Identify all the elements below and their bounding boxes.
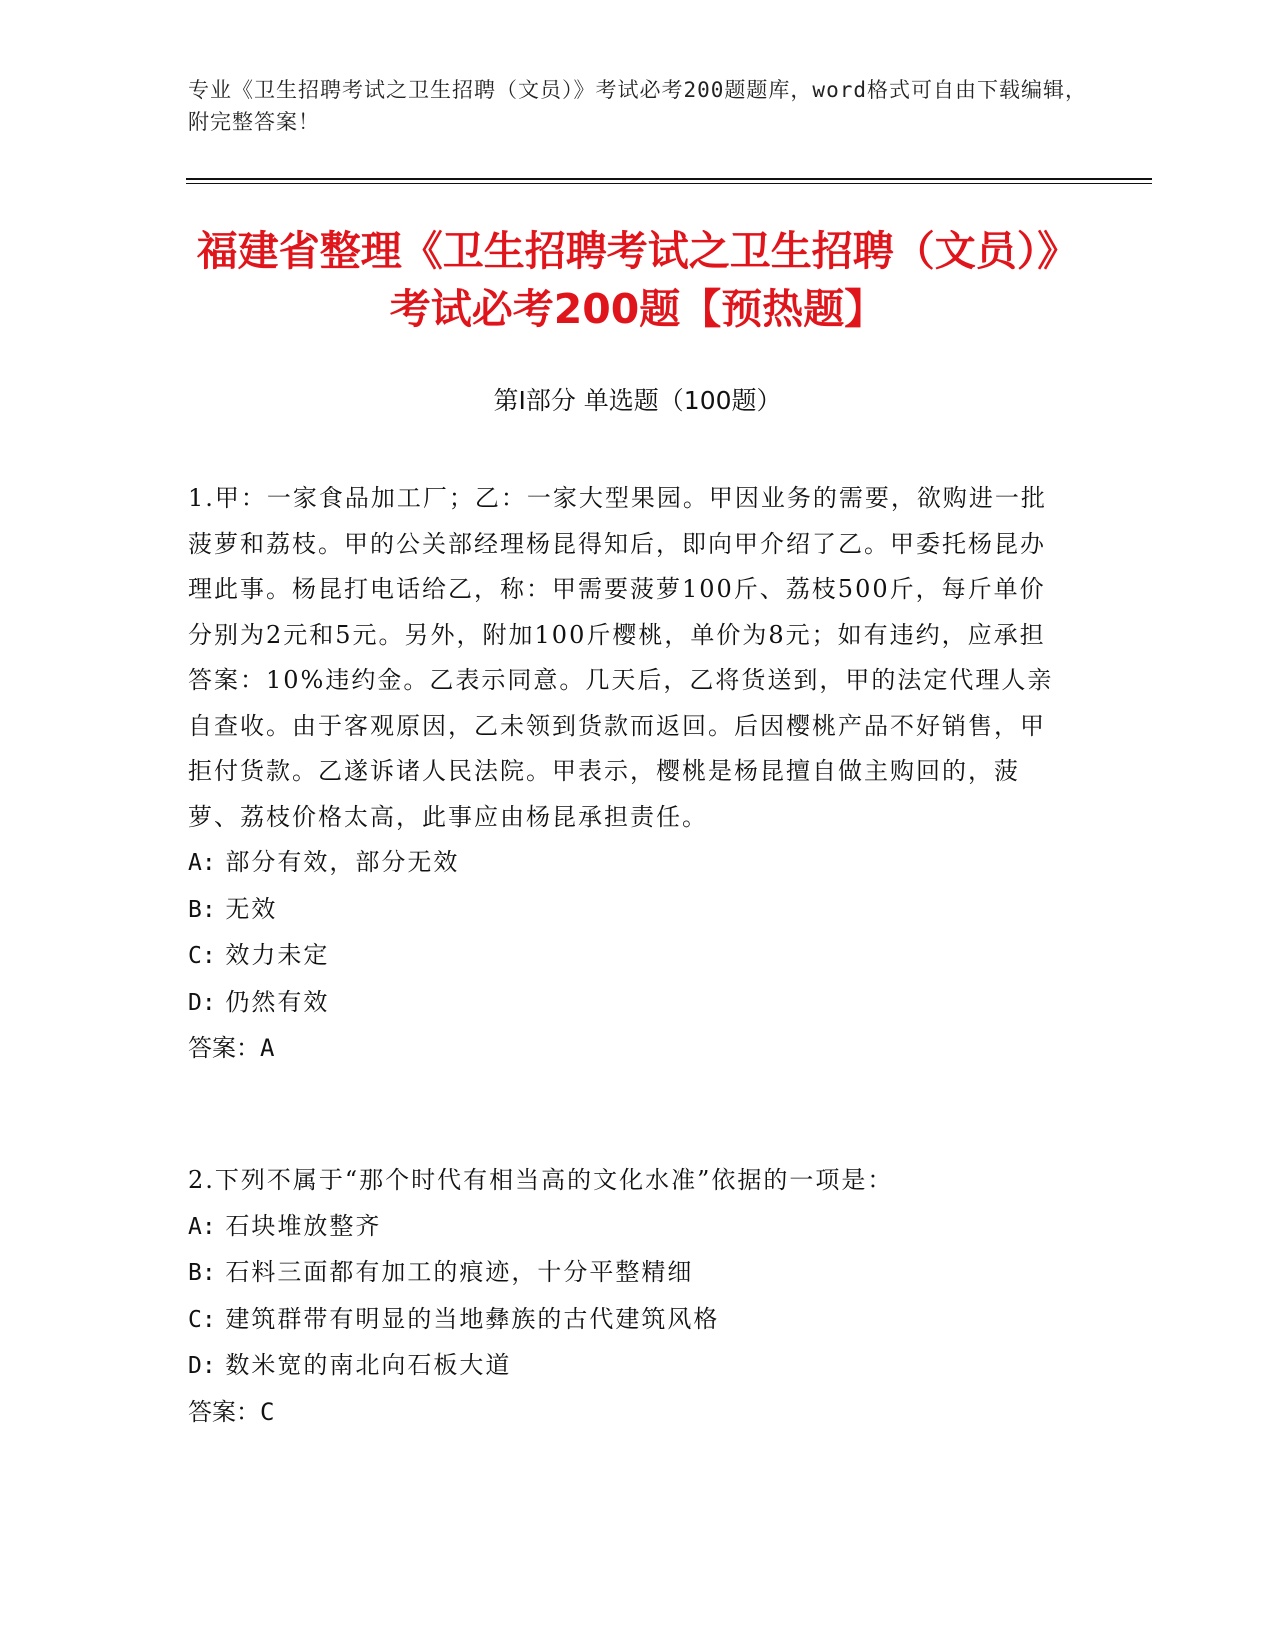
option-text: 仍然有效 <box>225 987 330 1016</box>
question-1 <box>188 476 1068 1072</box>
option-c <box>188 933 1068 980</box>
option-a <box>188 840 1068 887</box>
option-text: 部分有效，部分无效 <box>225 848 460 876</box>
option-d <box>188 980 1068 1027</box>
header-divider-thin <box>186 183 1152 184</box>
header-note: 专业《卫生招聘考试之卫生招聘（文员）》考试必考200题题库，word格式可自由下载编辑，附完整答案！ <box>188 78 1087 134</box>
option-letter: D: <box>188 989 216 1016</box>
option-letter: B: <box>188 1260 216 1286</box>
answer-value: A <box>260 1034 275 1062</box>
question-2 <box>188 1158 1068 1435</box>
option-letter: D: <box>188 1353 216 1379</box>
section-title: 第Ⅰ部分 单选题（100题） <box>493 386 782 415</box>
option-text: 效力未定 <box>225 941 330 969</box>
answer <box>188 1026 1068 1072</box>
option-letter: A: <box>188 850 216 876</box>
option-text: 石料三面都有加工的痕迹，十分平整精细 <box>225 1258 694 1286</box>
document-title: 福建省整理《卫生招聘考试之卫生招聘（文员）》考试必考200题【预热题】 <box>196 227 1079 333</box>
option-letter: C: <box>188 943 216 969</box>
answer-label: 答案： <box>188 1034 260 1062</box>
header-divider-thick <box>186 178 1152 180</box>
answer-label: 答案： <box>188 1397 260 1426</box>
question-stem: 1.甲：一家食品加工厂；乙：一家大型果园。甲因业务的需要，欲购进一批菠萝和荔枝。甲的公关部经理杨昆得知后，即向甲介绍了乙。甲委托杨昆办理此事。杨昆打电话给乙，称：甲需要菠萝100斤、荔枝500斤，每斤单价分别为2元和5元。另外，附加100斤樱桃，单价为8元；如有违约，应承担答案：10%违约金。乙表示同意。几天后，乙将货送到，甲的法定代理人亲自查收。由于客观原因，乙未领到货款而返回。后因樱桃产品不好销售，甲拒付货款。乙遂诉诸人民法院。甲表示，樱桃是杨昆擅自做主购回的，菠萝、荔枝价格太高，此事应由杨昆承担责任。 <box>188 484 1054 831</box>
option-text: 建筑群带有明显的当地彝族的古代建筑风格 <box>225 1304 720 1333</box>
option-text: 无效 <box>225 894 278 923</box>
option-text: 数米宽的南北向石板大道 <box>225 1351 512 1379</box>
option-b <box>188 1250 1068 1297</box>
option-b <box>188 887 1068 934</box>
answer <box>188 1390 1068 1436</box>
option-d <box>188 1343 1068 1390</box>
answer-value: C <box>260 1397 275 1426</box>
option-a <box>188 1204 1068 1251</box>
option-letter: C: <box>188 1306 216 1333</box>
option-text: 石块堆放整齐 <box>225 1211 382 1240</box>
option-letter: B: <box>188 896 216 923</box>
option-letter: A: <box>188 1213 216 1240</box>
option-c <box>188 1297 1068 1344</box>
question-stem: 2.下列不属于“那个时代有相当高的文化水准”依据的一项是： <box>188 1166 894 1194</box>
